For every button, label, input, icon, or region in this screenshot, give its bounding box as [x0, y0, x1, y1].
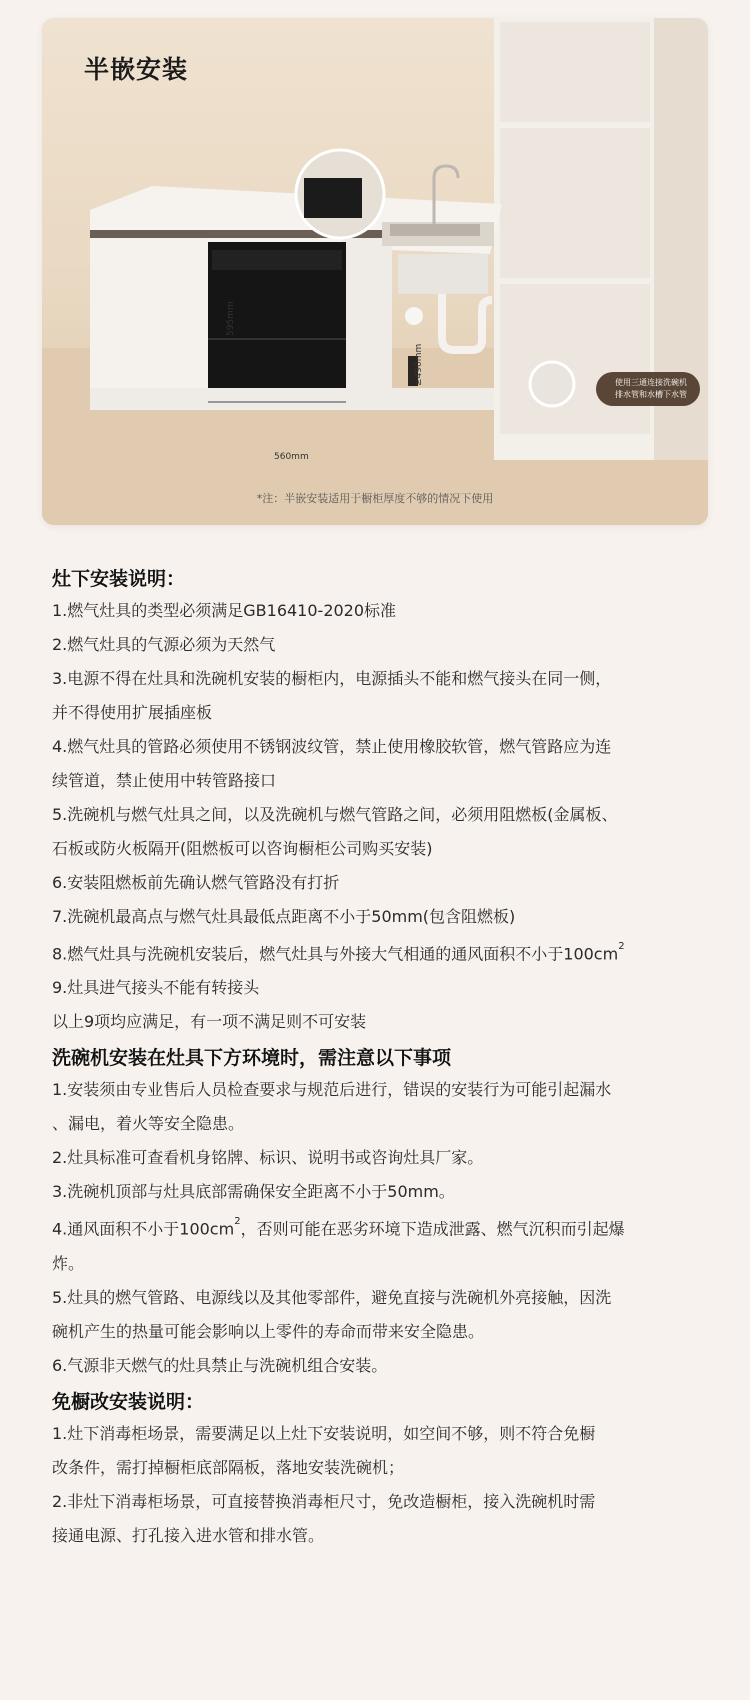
- instruction-line: 5.灶具的燃气管路、电源线以及其他零部件，避免直接与洗碗机外亮接触，因洗: [52, 1287, 612, 1307]
- callout-line2: 排水管和水槽下水管: [615, 390, 687, 399]
- superscript: 2: [618, 941, 625, 952]
- section-title-notes: 洗碗机安装在灶具下方环境时，需注意以下事项: [52, 1047, 452, 1070]
- line-text: 8.燃气灶具与洗碗机安装后，燃气灶具与外接大气相通的通风面积不小于100cm: [52, 944, 619, 964]
- instruction-line: 碗机产生的热量可能会影响以上零件的寿命而带来安全隐患。: [52, 1321, 485, 1341]
- instruction-line: 3.电源不得在灶具和洗碗机安装的橱柜内，电源插头不能和燃气接头在同一侧，: [52, 669, 612, 688]
- instruction-line: 1.灶下消毒柜场景，需要满足以上灶下安装说明，如空间不够，则不符合免橱: [52, 1423, 596, 1443]
- hero-note: *注：半嵌安装适用于橱柜厚度不够的情况下使用: [256, 492, 494, 505]
- instruction-line: 2.非灶下消毒柜场景，可直接替换消毒柜尺寸，免改造橱柜，接入洗碗机时需: [52, 1491, 596, 1511]
- line-text: 4.通风面积不小于100cm: [52, 1219, 235, 1239]
- section-title-under-stove: 灶下安装说明：: [52, 568, 186, 590]
- superscript: 2: [234, 1216, 241, 1228]
- line-text-tail: ，否则可能在恶劣环境下造成泄露、燃气沉积而引起爆: [240, 1219, 625, 1239]
- dim-width-label: 560mm: [274, 452, 309, 462]
- instruction-line: 6.安装阻燃板前先确认燃气管路没有打折: [52, 873, 340, 892]
- instruction-line: 3.洗碗机顶部与灶具底部需确保安全距离不小于50mm。: [52, 1182, 455, 1202]
- instruction-line: 并不得使用扩展插座板: [52, 703, 213, 722]
- dim-depth-label: ≥490mm: [414, 343, 424, 386]
- drain-callout: [596, 372, 700, 406]
- instruction-line: 接通电源、打孔接入进水管和排水管。: [52, 1525, 325, 1545]
- section-title-no-cabinet-mod: 免橱改安装说明：: [52, 1390, 205, 1413]
- installation-illustration: [42, 18, 708, 525]
- instruction-line: [52, 934, 722, 971]
- instruction-line: 2.灶具标准可查看机身铭牌、标识、说明书或咨询灶具厂家。: [52, 1148, 484, 1168]
- callout-line1: 使用三通连接洗碗机: [615, 378, 687, 387]
- instruction-line: 1.安装须由专业售后人员检查要求与规范后进行，错误的安装行为可能引起漏水: [52, 1080, 612, 1100]
- instruction-line: 9.灶具进气接头不能有转接头: [52, 978, 260, 998]
- hero-title: 半嵌安装: [84, 55, 189, 84]
- instruction-line: 续管道，禁止使用中转管路接口: [52, 771, 277, 790]
- instruction-line: 7.洗碗机最高点与燃气灶具最低点距离不小于50mm(包含阻燃板): [52, 907, 516, 926]
- instruction-line: 、漏电，着火等安全隐患。: [52, 1114, 245, 1134]
- dim-height-label: 595mm: [226, 301, 236, 336]
- instructions: [52, 560, 722, 1553]
- kitchen-scene: [42, 18, 708, 525]
- instruction-line: 以上9项均应满足，有一项不满足则不可安装: [52, 1012, 367, 1032]
- instruction-line: 4.燃气灶具的管路必须使用不锈钢波纹管，禁止使用橡胶软管，燃气管路应为连: [52, 737, 612, 756]
- instruction-line: 1.燃气灶具的类型必须满足GB16410-2020标准: [52, 601, 397, 620]
- instruction-line: 石板或防火板隔开(阻燃板可以咨询橱柜公司购买安装): [52, 839, 433, 858]
- instruction-line: [52, 1209, 722, 1246]
- instruction-line: 6.气源非天燃气的灶具禁止与洗碗机组合安装。: [52, 1355, 388, 1375]
- instruction-line: 炸。: [52, 1253, 85, 1273]
- instruction-line: 改条件，需打掉橱柜底部隔板，落地安装洗碗机；: [52, 1457, 405, 1477]
- instruction-line: 5.洗碗机与燃气灶具之间，以及洗碗机与燃气管路之间，必须用阻燃板(金属板、: [52, 805, 618, 824]
- instruction-line: 2.燃气灶具的气源必须为天然气: [52, 635, 276, 654]
